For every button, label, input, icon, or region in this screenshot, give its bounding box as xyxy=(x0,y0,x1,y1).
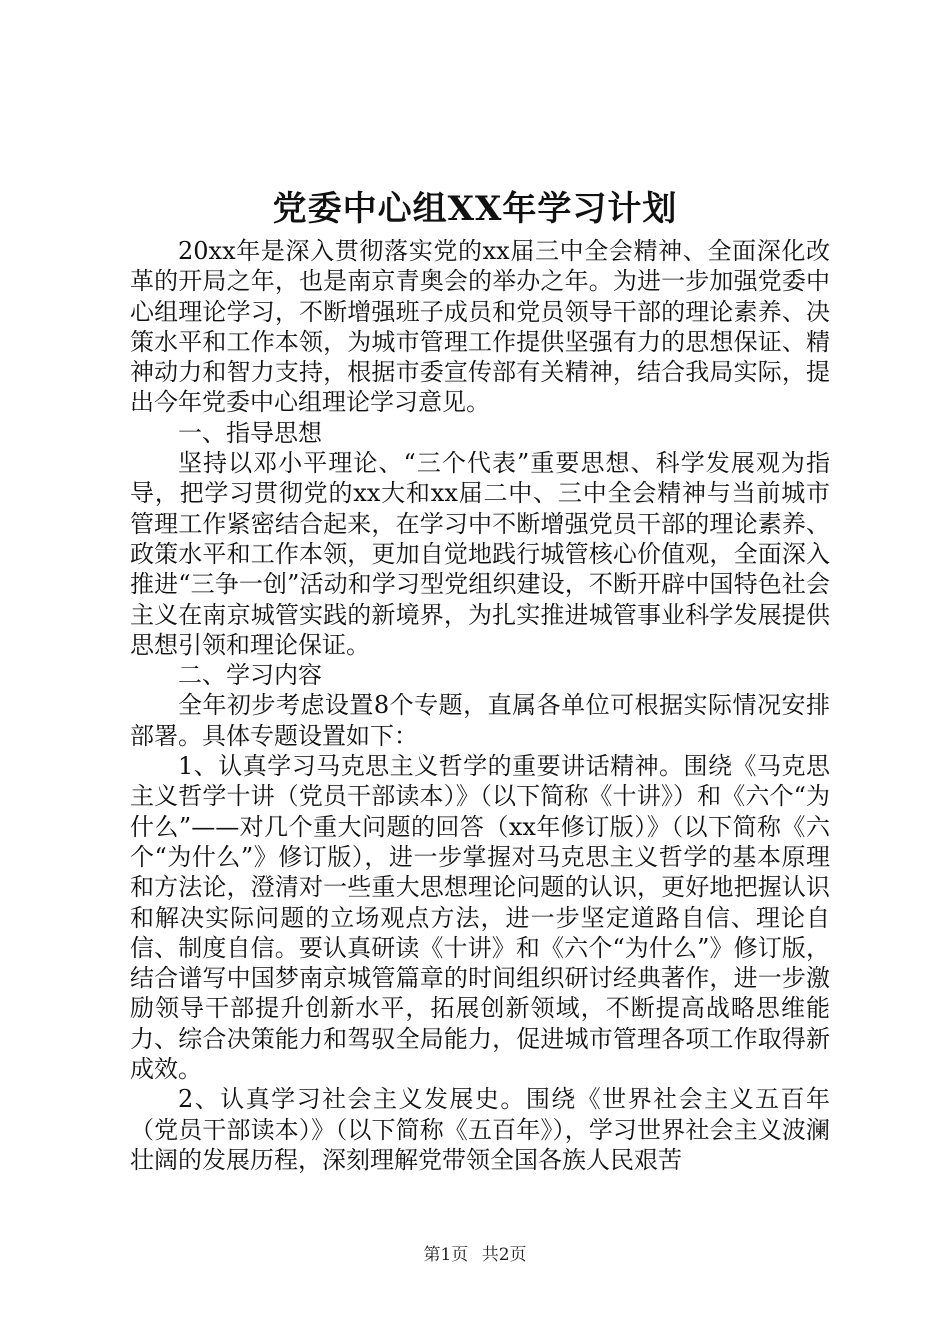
paragraph-topic-2: 2、认真学习社会主义发展史。围绕《世界社会主义五百年（党员干部读本）》（以下简称《五百年》），学习世界社会主义波澜壮阔的发展历程，深刻理解党带领全国各族人民艰苦 xyxy=(130,1085,830,1174)
document-title: 党委中心组XX年学习计划 xyxy=(272,189,678,229)
section-heading-study-content: 二、学习内容 xyxy=(178,661,322,690)
document-body xyxy=(130,236,830,1175)
paragraph-topics-overview: 全年初步考虑设置8个专题，直属各单位可根据实际情况安排部署。具体专题设置如下： xyxy=(130,691,830,750)
page-footer xyxy=(0,1244,950,1266)
section-heading-guiding-thought: 一、指导思想 xyxy=(178,418,322,447)
page-number-total: 共2页 xyxy=(481,1245,527,1265)
paragraph-intro: 20xx年是深入贯彻落实党的xx届三中全会精神、全面深化改革的开局之年，也是南京青奥会的举办之年。为进一步加强党委中心组理论学习，不断增强班子成员和党员领导干部的理论素养、决策水平和工作本领，为城市管理工作提供坚强有力的思想保证、精神动力和智力支持，根据市委宣传部有关精神，结合我局实际，提出今年党委中心组理论学习意见。 xyxy=(130,237,830,417)
page-number-current: 第1页 xyxy=(423,1245,469,1265)
paragraph-guiding-thought: 坚持以邓小平理论、“三个代表”重要思想、科学发展观为指导，把学习贯彻党的xx大和xx届二中、三中全会精神与当前城市管理工作紧密结合起来，在学习中不断增强党员干部的理论素养、政策水平和工作本领，更加自觉地践行城管核心价值观，全面深入推进“三争一创”活动和学习型党组织建设，不断开辟中国特色社会主义在南京城管实践的新境界，为扎实推进城管事业科学发展提供思想引领和理论保证。 xyxy=(130,449,830,659)
paragraph-topic-1: 1、认真学习马克思主义哲学的重要讲话精神。围绕《马克思主义哲学十讲（党员干部读本）》（以下简称《十讲》）和《六个“为什么”——对几个重大问题的回答（xx年修订版）》（以下简称《六个“为什么”》修订版），进一步掌握对马克思主义哲学的基本原理和方法论，澄清对一些重大思想理论问题的认识，更好地把握认识和解决实际问题的立场观点方法，进一步坚定道路自信、理论自信、制度自信。要认真研读《十讲》和《六个“为什么”》修订版，结合谱写中国梦南京城管篇章的时间组织研讨经典著作，进一步激励领导干部提升创新水平，拓展创新领域，不断提高战略思维能力、综合决策能力和驾驭全局能力，促进城市管理各项工作取得新成效。 xyxy=(130,752,830,1084)
